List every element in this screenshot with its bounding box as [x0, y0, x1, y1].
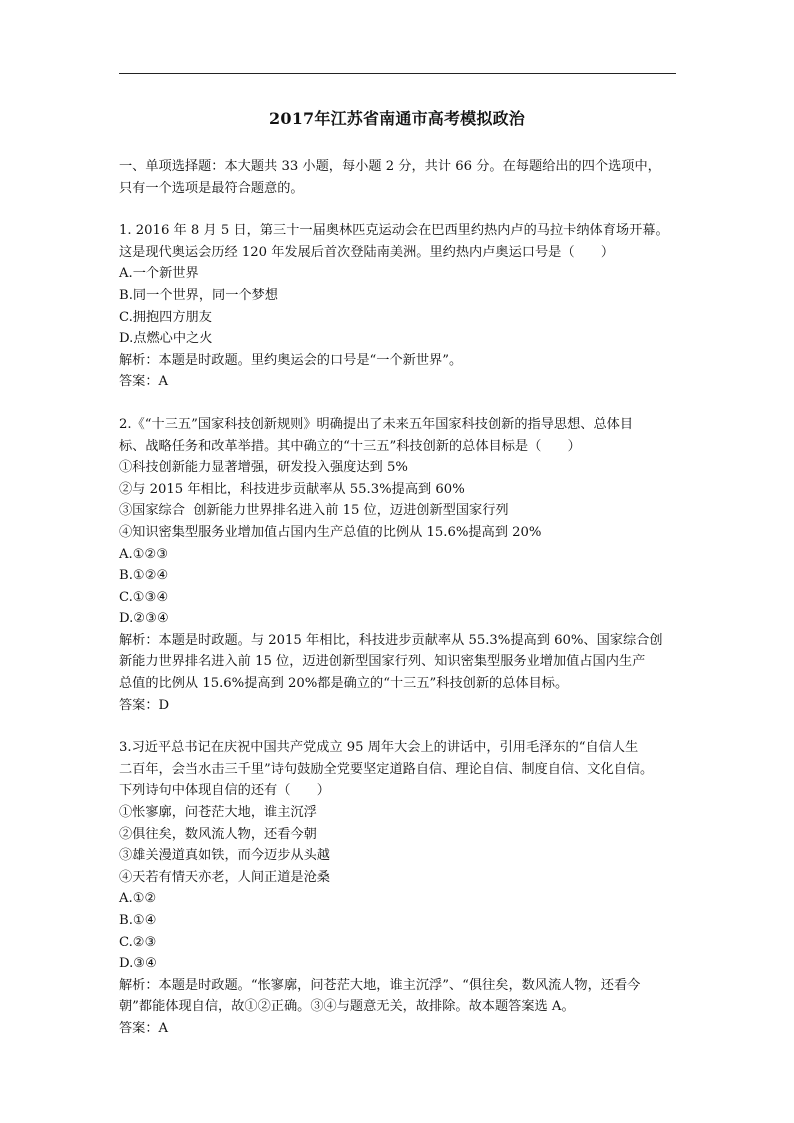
analysis-line: 解析：本题是时政题。里约奥运会的口号是“一个新世界”。 [119, 352, 463, 368]
question-3 [119, 737, 679, 1039]
option-d: D.③④ [119, 956, 157, 972]
question-stem-line: 1. 2016 年 8 月 5 日，第三十一届奥林匹克运动会在巴西里约热内卢的马拉卡纳体育场开幕。 [119, 223, 669, 239]
question-stem-line: 标、战略任务和改革举措。其中确立的“十三五”科技创新的总体目标是（ ） [119, 438, 581, 454]
answer: 答案：D [119, 697, 170, 713]
option-b: B.①④ [119, 913, 157, 928]
option-a: A.一个新世界 [119, 266, 199, 282]
page-title: 2017年江苏省南通市高考模拟政治 [269, 109, 525, 128]
option-c: C.拥抱四方朋友 [119, 309, 212, 325]
document-body [119, 156, 679, 1061]
question-stem-line: 二百年，会当水击三千里”诗句鼓励全党要坚定道路自信、理论自信、制度自信、文化自信。 [119, 761, 654, 777]
option-d: D.②③④ [119, 611, 169, 627]
statement-item: ④知识密集型服务业增加值占国内生产总值的比例从 15.6%提高到 20% [119, 524, 542, 540]
question-stem-line: 下列诗句中体现自信的还有（ ） [119, 783, 330, 799]
statement-item: ①科技创新能力显著增强，研发投入强度达到 5% [119, 460, 408, 476]
analysis-line: 解析：本题是时政题。“怅寥廓，问苍茫大地，谁主沉浮”、“俱往矣，数风流人物，还看今 [119, 977, 641, 993]
section-intro [119, 156, 679, 199]
option-c: C.①③④ [119, 589, 169, 605]
analysis-line: 总值的比例从 15.6%提高到 20%都是确立的“十三五”科技创新的总体目标。 [119, 676, 569, 692]
header-rule [119, 73, 676, 74]
statement-item: ②俱往矣，数风流人物，还看今朝 [119, 826, 317, 842]
option-b: B.①②④ [119, 568, 169, 584]
answer: 答案：A [119, 374, 169, 390]
analysis-line: 朝”都能体现自信，故①②正确。③④与题意无关，故排除。故本题答案选 A。 [119, 999, 575, 1015]
question-stem-line: 这是现代奥运会历经 120 年发展后首次登陆南美洲。里约热内卢奥运口号是（ ） [119, 244, 615, 260]
option-d: D.点燃心中之火 [119, 331, 213, 347]
statement-item: ④天若有情天亦老，人间正道是沧桑 [119, 869, 330, 885]
statement-item: ③国家综合 创新能力世界排名进入前 15 位，迈进创新型国家行列 [119, 503, 509, 519]
section-intro-line: 只有一个选项是最符合题意的。 [119, 180, 304, 196]
question-2 [119, 414, 679, 716]
analysis-line: 解析：本题是时政题。与 2015 年相比，科技进步贡献率从 55.3%提高到 60%、国家综合创 [119, 632, 663, 648]
option-a: A.①②③ [119, 546, 169, 562]
statement-item: ③雄关漫道真如铁，而今迈步从头越 [119, 848, 330, 864]
section-intro-line: 一、单项选择题：本大题共 33 小题，每小题 2 分，共计 66 分。在每题给出的四个选项中， [119, 159, 661, 174]
answer: 答案：A [119, 1020, 169, 1036]
option-b: B.同一个世界，同一个梦想 [119, 287, 278, 303]
statement-item: ②与 2015 年相比，科技进步贡献率从 55.3%提高到 60% [119, 481, 465, 497]
question-1 [119, 220, 679, 393]
option-a: A.①② [119, 891, 157, 907]
statement-item: ①怅寥廓，问苍茫大地，谁主沉浮 [119, 805, 317, 821]
option-c: C.②③ [119, 934, 157, 950]
analysis-line: 新能力世界排名进入前 15 位，迈进创新型国家行列、知识密集型服务业增加值占国内生产 [119, 654, 646, 670]
question-stem-line: 2.《“十三五”国家科技创新规则》明确提出了未来五年国家科技创新的指导思想、总体目 [119, 416, 633, 432]
question-stem-line: 3.习近平总书记在庆祝中国共产党成立 95 周年大会上的讲话中，引用毛泽东的“自信人生 [119, 740, 639, 756]
